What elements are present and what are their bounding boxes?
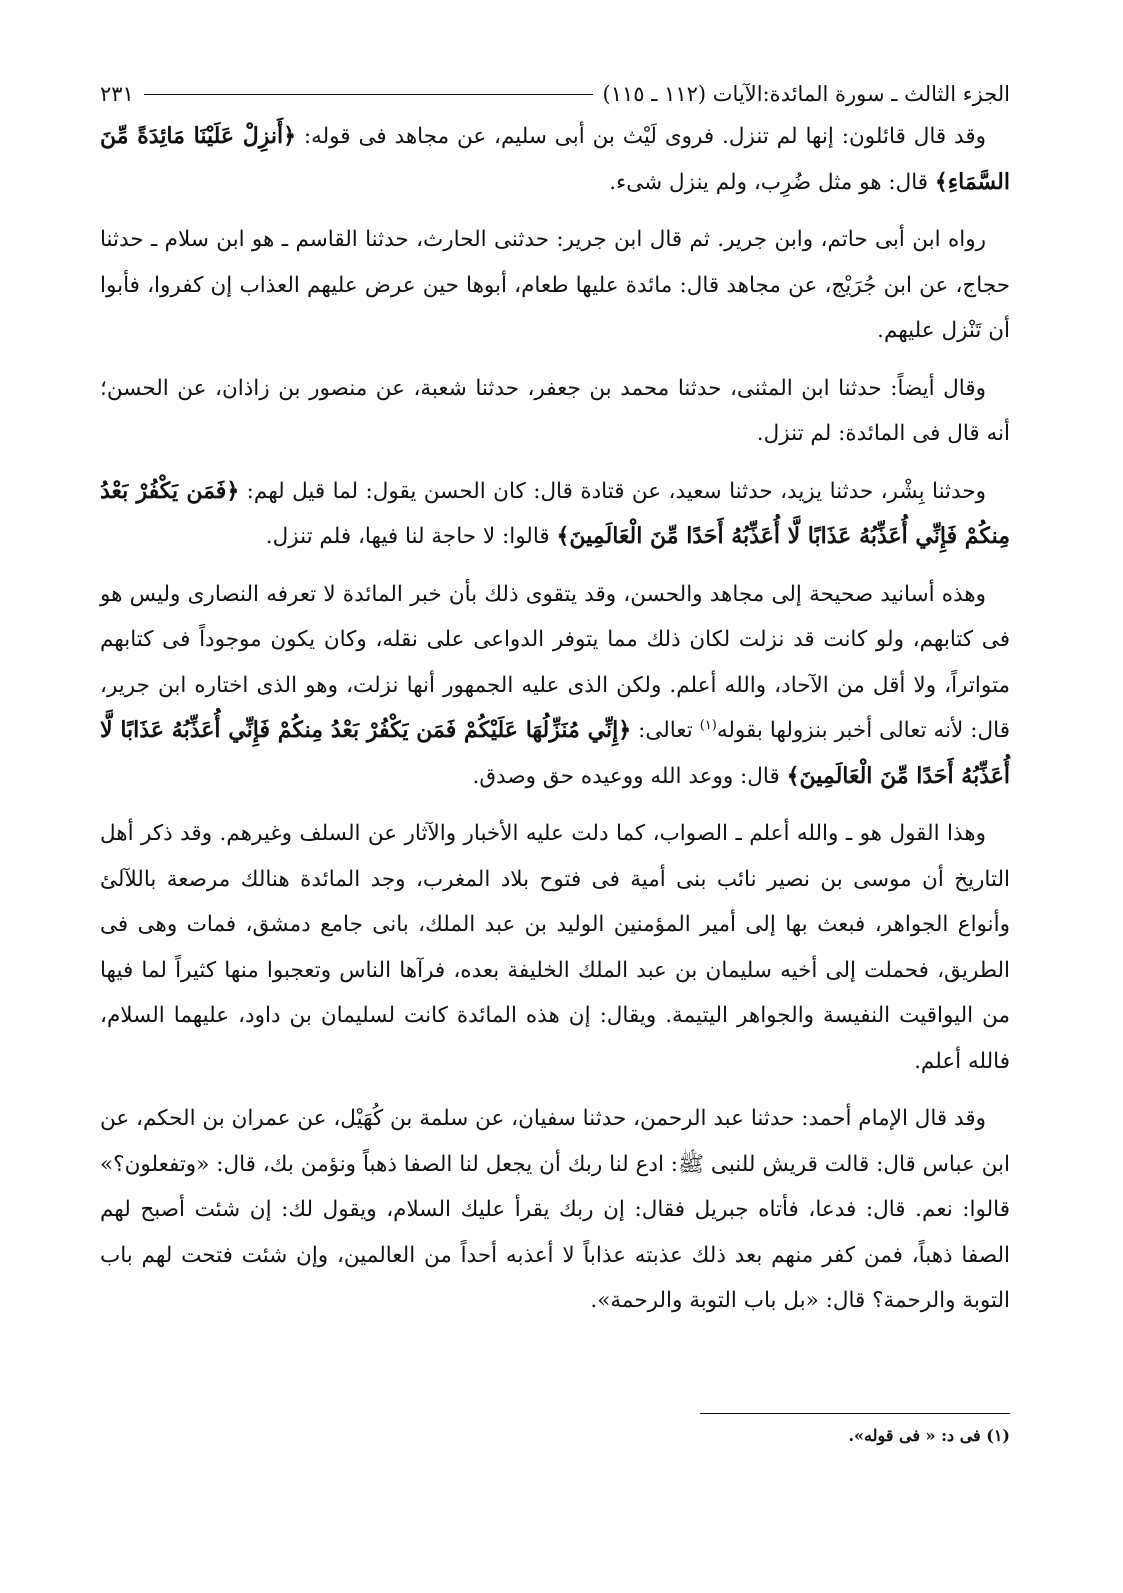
footnote-divider bbox=[700, 1413, 1010, 1414]
footnote: (١) فى د: « فى قوله». bbox=[848, 1426, 1010, 1445]
paragraph-text: وقد قال قائلون: إنها لم تنزل. فروى لَيْث بن أبى سليم، عن مجاهد فى قوله: bbox=[295, 124, 986, 149]
running-header bbox=[100, 74, 1010, 114]
paragraph-p1 bbox=[100, 114, 1010, 205]
paragraph-p6 bbox=[100, 811, 1010, 1084]
header-title: الجزء الثالث ـ سورة المائدة:الآيات (١١٢ ـ ١١٥) bbox=[602, 82, 1010, 106]
quran-verse: ﴿أَنزِلْ عَلَيْنَا مَائِدَةً مِّنَ السَّمَاءِ﴾ bbox=[100, 123, 1010, 195]
paragraph-p2 bbox=[100, 217, 1010, 354]
paragraph-p5 bbox=[100, 572, 1010, 800]
paragraph-text: وهذه أسانيد صحيحة إلى مجاهد والحسن، وقد يتقوى ذلك بأن خبر المائدة لا تعرفه النصارى وليس هو فى كتابهم، ولو كانت قد نزلت لكان ذلك مما يتوفر الدواعى على نقله، وكان يكون موجوداً فى كتابهم متواتراً، ولا أقل من الآحاد، والله أعلم. ولكن الذى عليه الجمهور أنها نزلت، وهو الذى اختاره ابن جرير، قال: لأنه تعالى أخبر بنزولها بقوله bbox=[100, 581, 1010, 743]
paragraph-text: وحدثنا بِشْر، حدثنا يزيد، حدثنا سعيد، عن قتادة قال: كان الحسن يقول: لما قيل لهم: bbox=[239, 478, 986, 504]
paragraph-p4 bbox=[100, 469, 1010, 560]
paragraph-p3 bbox=[100, 366, 1010, 457]
header-rule bbox=[144, 94, 593, 95]
paragraph-p7 bbox=[100, 1096, 1010, 1324]
quran-verse: ﴿إِنِّي مُنَزِّلُهَا عَلَيْكُمْ فَمَن يَكْفُرْ بَعْدُ مِنكُمْ فَإِنِّي أُعَذِّبُهُ عَذَابًا لَّا أُعَذِّبُهُ أَحَدًا مِّنَ الْعَالَمِينَ﴾ bbox=[100, 717, 1010, 789]
footnote-marker: (١) bbox=[699, 717, 717, 733]
page-number: ٢٣١ bbox=[100, 82, 134, 106]
paragraph-text: رواه ابن أبى حاتم، وابن جرير. ثم قال ابن جرير: حدثنى الحارث، حدثنا القاسم ـ هو ابن سلام ـ حدثنا حجاج، عن ابن جُرَيْج، عن مجاهد قال: مائدة عليها طعام، أبوها حين عرض عليهم العذاب إن كفروا، فأبوا أن تَنْزل عليهم. bbox=[100, 227, 1010, 343]
quran-verse: ﴿فَمَن يَكْفُرْ بَعْدُ مِنكُمْ فَإِنِّي أُعَذِّبُهُ عَذَابًا لَّا أُعَذِّبُهُ أَحَدًا مِّنَ الْعَالَمِينَ﴾ bbox=[100, 477, 1010, 549]
paragraph-text: وقد قال الإمام أحمد: حدثنا عبد الرحمن، حدثنا سفيان، عن سلمة بن كُهَيْل، عن عمران بن الحكم، عن ابن عباس قال: قالت قريش للنبى ﷺ: ادع لنا ربك أن يجعل لنا الصفا ذهباً ونؤمن بك، قال: «وتفعلون؟» قالوا: نعم. قال: فدعا، فأتاه جبريل فقال: إن ربك يقرأ عليك السلام، ويقول لك: إن شئت أصبح لهم الصفا ذهباً، فمن كفر منهم بعد ذلك عذبته عذاباً لا أعذبه أحداً من العالمين، وإن شئت فتحت لهم باب التوبة والرحمة؟ قال: «بل باب التوبة والرحمة». bbox=[100, 1106, 1010, 1313]
page-body bbox=[100, 74, 1010, 1336]
paragraph-text: قال: هو مثل ضُرِب، ولم ينزل شىء. bbox=[609, 169, 935, 195]
paragraph-text: قال: ووعد الله ووعيده حق وصدق. bbox=[472, 763, 787, 789]
paragraph-text: قالوا: لا حاجة لنا فيها، فلم تنزل. bbox=[265, 524, 557, 549]
paragraph-text: تعالى: bbox=[631, 718, 700, 743]
paragraph-text: وهذا القول هو ـ والله أعلم ـ الصواب، كما دلت عليه الأخبار والآثار عن السلف وغيرهم. وقد ذكر أهل التاريخ أن موسى بن نصير نائب بنى أمية فى فتوح بلاد المغرب، وجد المائدة هنالك مرصعة باللآلئ وأنواع الجواهر، فبعث بها إلى أمير المؤمنين الوليد بن عبد الملك، بانى جامع دمشق، فمات وهى فى الطريق، فحملت إلى أخيه سليمان بن عبد الملك الخليفة بعده، فرآها الناس وتعجبوا منها كثيراً لما فيها من اليواقيت النفيسة والجواهر اليتيمة. ويقال: إن هذه المائدة كانت لسليمان بن داود، عليهما السلام، فالله أعلم. bbox=[100, 821, 1010, 1074]
main-text bbox=[100, 114, 1010, 1324]
paragraph-text: وقال أيضاً: حدثنا ابن المثنى، حدثنا محمد بن جعفر، حدثنا شعبة، عن منصور بن زاذان، عن الحسن؛ أنه قال فى المائدة: لم تنزل. bbox=[100, 375, 1010, 446]
